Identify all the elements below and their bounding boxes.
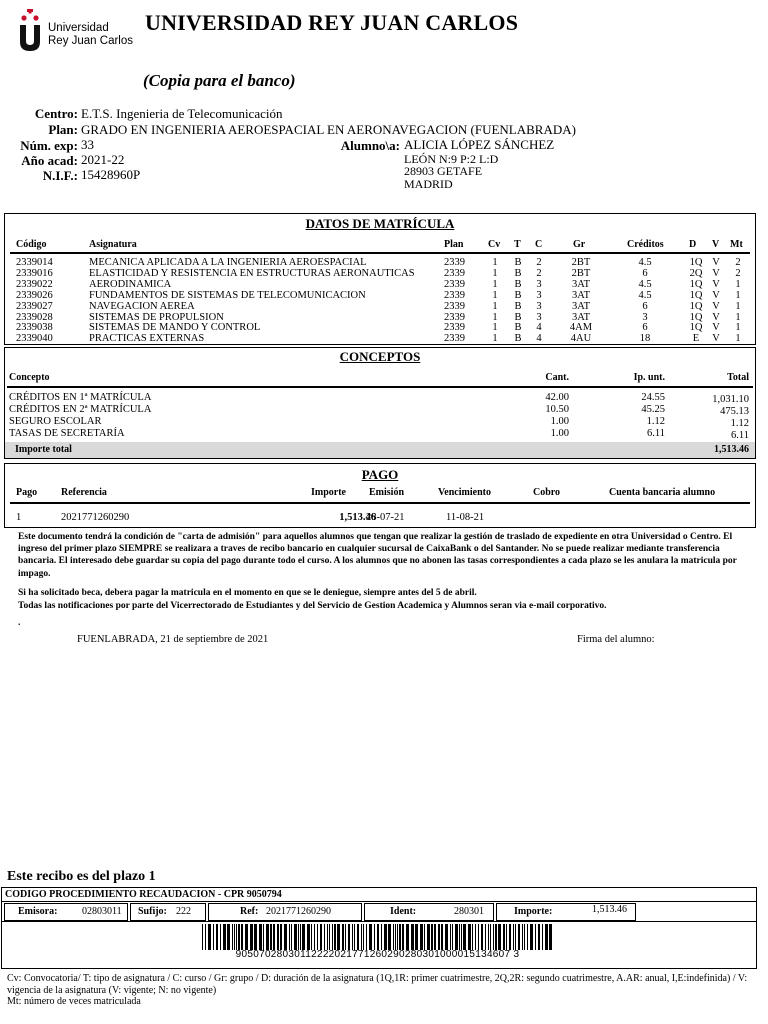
barcode-bar — [431, 924, 433, 950]
barcode-bar — [289, 924, 290, 950]
barcode-bar — [522, 924, 523, 950]
matricula-cell-mt: 2 — [735, 267, 741, 279]
concepto-cell-cant: 1.00 — [550, 416, 569, 427]
barcode-bar — [438, 924, 440, 950]
matricula-cell-mt: 1 — [735, 322, 741, 334]
barcode-bar — [314, 924, 315, 950]
matricula-cell-d: 1Q — [689, 257, 703, 268]
barcode-bar — [324, 924, 325, 950]
barcode-bar — [234, 924, 235, 950]
centro-value: E.T.S. Ingenieria de Telecomunicación — [81, 106, 283, 121]
ident-value: 280301 — [454, 906, 484, 917]
barcode-bar — [488, 924, 489, 950]
concepto-cell-total: 1.12 — [730, 418, 749, 429]
barcode-bar — [337, 924, 340, 950]
matricula-cell-v: V — [712, 278, 720, 290]
barcode-bar — [302, 924, 305, 950]
barcode-bar — [273, 924, 275, 950]
matricula-cell-t: B — [514, 333, 522, 345]
matricula-cell-creditos: 3 — [642, 311, 648, 323]
barcode-bar — [411, 924, 414, 950]
matricula-cell-plan: 2339 — [444, 267, 465, 279]
barcode-bar — [463, 924, 466, 950]
ident-label: Ident: — [390, 906, 417, 917]
matricula-cell-d: 1Q — [689, 289, 703, 301]
matricula-cell-creditos: 6 — [642, 322, 648, 334]
barcode-bar — [485, 924, 486, 950]
concepto-cell-cant: 42.00 — [545, 392, 569, 403]
matricula-cell-t: B — [514, 257, 522, 268]
matricula-header-rule — [10, 252, 750, 254]
matricula-cell-t: B — [514, 278, 522, 290]
matricula-cell-plan: 2339 — [444, 278, 465, 290]
barcode-bar — [357, 924, 359, 950]
matricula-cell-c: 3 — [536, 289, 542, 301]
col-v: V — [712, 239, 720, 250]
col-concepto: Concepto — [9, 372, 50, 383]
matricula-cell-gr: 4AU — [570, 333, 592, 345]
barcode-bar — [354, 924, 355, 950]
col-total: Total — [727, 372, 749, 383]
col-codigo: Código — [16, 239, 47, 250]
barcode-bar — [450, 924, 451, 950]
barcode-bar — [298, 924, 299, 950]
barcode-bar — [369, 924, 372, 950]
nif-label: N.I.F.: — [42, 168, 78, 183]
matricula-cell-plan: 2339 — [444, 289, 465, 301]
barcode-bar — [459, 924, 460, 950]
col-vencimiento: Vencimiento — [438, 487, 491, 498]
matricula-cell-codigo: 2339040 — [16, 333, 53, 345]
matricula-cell-mt: 1 — [735, 278, 741, 290]
barcode-bar — [498, 924, 501, 950]
matricula-cell-asignatura: FUNDAMENTOS DE SISTEMAS DE TELECOMUNICACION — [89, 289, 366, 301]
exp-value: 33 — [81, 137, 94, 152]
barcode-bar — [441, 924, 443, 950]
alumno-address-line3: MADRID — [404, 177, 453, 191]
concepto-cell-ip: 1.12 — [646, 416, 665, 427]
col-importe: Importe — [311, 487, 346, 498]
barcode-bar — [366, 924, 367, 950]
barcode-bar — [241, 924, 243, 950]
barcode-bar — [506, 924, 507, 950]
barcode-bar — [455, 924, 458, 950]
matricula-cell-plan: 2339 — [444, 257, 465, 268]
barcode-bar — [259, 924, 262, 950]
barcode-bar — [503, 924, 505, 950]
barcode-bar — [388, 924, 391, 950]
barcode-bar — [329, 924, 330, 950]
barcode-bar — [205, 924, 206, 950]
acad-value: 2021-22 — [81, 152, 125, 167]
matricula-cell-mt: 1 — [735, 289, 741, 301]
pago-number: 1 — [16, 512, 22, 523]
concepto-cell-concepto: CRÉDITOS EN 2ª MATRÍCULA — [9, 404, 152, 415]
university-logo-icon — [18, 9, 44, 51]
barcode-bar — [334, 924, 336, 950]
emisora-value: 02803011 — [82, 906, 122, 917]
copy-label: (Copia para el banco) — [143, 71, 296, 90]
col-cv: Cv — [488, 239, 501, 250]
matricula-cell-c: 3 — [536, 278, 542, 290]
barcode-bar — [291, 924, 292, 950]
matricula-cell-cv: 1 — [492, 311, 498, 323]
matricula-cell-gr: 4AM — [569, 322, 593, 334]
barcode-bar — [327, 924, 328, 950]
barcode-bar — [307, 924, 310, 950]
barcode-bar — [515, 924, 516, 950]
matricula-cell-gr: 2BT — [571, 267, 591, 279]
col-cuenta: Cuenta bancaria alumno — [609, 487, 716, 498]
matricula-cell-mt: 2 — [735, 257, 741, 268]
barcode-bar — [266, 924, 269, 950]
matricula-cell-d: E — [692, 333, 700, 345]
matricula-cell-cv: 1 — [492, 278, 498, 290]
barcode-bar — [542, 924, 543, 950]
note-notificaciones: Todas las notificaciones por parte del Vicerrectorado de Estudiantes y del Servicio de Gestion Academica y Alumnos seran via e-mail corporativo. — [18, 601, 607, 611]
matricula-cell-codigo: 2339016 — [16, 267, 53, 279]
matricula-cell-asignatura: SISTEMAS DE MANDO Y CONTROL — [89, 322, 261, 334]
col-c: C — [535, 239, 543, 250]
emisora-label: Emisora: — [18, 906, 58, 917]
matricula-cell-c: 4 — [536, 322, 542, 334]
barcode-bar — [213, 924, 214, 950]
barcode-bar — [374, 924, 375, 950]
matricula-cell-v: V — [712, 289, 720, 301]
alumno-address-line1: LEÓN N:9 P:2 L:D — [404, 152, 499, 166]
barcode-bar — [527, 924, 528, 950]
barcode-bar — [236, 924, 237, 950]
matricula-cell-codigo: 2339027 — [16, 300, 53, 312]
matricula-cell-cv: 1 — [492, 257, 498, 268]
matricula-cell-d: 1Q — [689, 322, 703, 334]
matricula-cell-v: V — [712, 257, 720, 268]
col-asignatura: Asignatura — [89, 239, 137, 250]
matricula-cell-v: V — [712, 311, 720, 323]
matricula-cell-cv: 1 — [492, 333, 498, 345]
barcode-bar — [481, 924, 483, 950]
concepto-cell-ip: 24.55 — [641, 392, 665, 403]
barcode-bar — [513, 924, 514, 950]
barcode-bar — [202, 924, 203, 950]
barcode-bar — [250, 924, 253, 950]
barcode-bar — [402, 924, 404, 950]
col-referencia: Referencia — [61, 487, 107, 498]
note-beca: Si ha solicitado beca, debera pagar la matricula en el momento en que se le deniegue, siempre antes del 5 de abril. — [18, 588, 477, 598]
concepto-cell-concepto: CRÉDITOS EN 1ª MATRÍCULA — [9, 392, 152, 403]
alumno-label: Alumno\a: — [340, 138, 400, 153]
matricula-title: DATOS DE MATRÍCULA — [305, 216, 455, 231]
barcode-bar — [468, 924, 471, 950]
matricula-cell-t: B — [514, 289, 522, 301]
matricula-cell-t: B — [514, 300, 522, 312]
barcode-bar — [490, 924, 491, 950]
pago-referencia: 2021771260290 — [61, 512, 130, 523]
barcode-bar — [270, 924, 272, 950]
cpr-code: CODIGO PROCEDIMIENTO RECAUDACION - CPR 9050794 — [5, 889, 282, 900]
barcode-bar — [227, 924, 230, 950]
matricula-cell-creditos: 4.5 — [638, 278, 652, 290]
matricula-cell-plan: 2339 — [444, 322, 465, 334]
col-pago: Pago — [16, 487, 38, 498]
barcode-bar — [311, 924, 312, 950]
barcode-text: 90507028030112222021771260290280301000015134607 3 — [235, 949, 520, 960]
matricula-cell-creditos: 6 — [642, 267, 648, 279]
matricula-cell-mt: 1 — [735, 333, 741, 345]
barcode-bar — [363, 924, 364, 950]
matricula-cell-cv: 1 — [492, 300, 498, 312]
matricula-cell-cv: 1 — [492, 267, 498, 279]
importe-total-row — [5, 442, 755, 458]
barcode-bar — [397, 924, 398, 950]
barcode-bar — [317, 924, 318, 950]
university-logo-text: Universidad Rey Juan Carlos — [48, 22, 134, 47]
barcode-bar — [535, 924, 536, 950]
col-creditos: Créditos — [627, 239, 664, 250]
matricula-cell-codigo: 2339014 — [16, 257, 53, 268]
importe-total-value: 1,513.46 — [714, 444, 749, 455]
matricula-cell-gr: 3AT — [571, 311, 591, 323]
matricula-cell-cv: 1 — [492, 289, 498, 301]
barcode-bar — [424, 924, 425, 950]
matricula-cell-c: 3 — [536, 300, 542, 312]
barcode-bar — [348, 924, 350, 950]
barcode-bar — [472, 924, 473, 950]
pago-title: PAGO — [361, 467, 399, 482]
centro-label: Centro: — [34, 106, 78, 121]
matricula-cell-mt: 1 — [735, 300, 741, 312]
col-emision: Emisión — [369, 487, 405, 498]
barcode-bar — [518, 924, 520, 950]
col-t: T — [514, 239, 521, 250]
barcode-bar — [549, 924, 552, 950]
barcode-bar — [352, 924, 353, 950]
matricula-cell-asignatura: NAVEGACION AEREA — [89, 300, 195, 312]
barcode-bar — [254, 924, 257, 950]
barcode-bar — [361, 924, 362, 950]
plan-value: GRADO EN INGENIERIA AEROESPACIAL EN AERONAVEGACION (FUENLABRADA) — [81, 122, 576, 137]
recibo-divider-top — [1, 901, 757, 902]
barcode-bar — [399, 924, 401, 950]
place-date: FUENLABRADA, 21 de septiembre de 2021 — [77, 634, 269, 645]
recibo-title: Este recibo es del plazo 1 — [7, 869, 156, 884]
document-title: UNIVERSIDAD REY JUAN CARLOS — [145, 10, 519, 35]
importe-value: 1,513.46 — [592, 904, 627, 915]
col-plan: Plan — [444, 239, 464, 250]
plan-label: Plan: — [48, 122, 78, 137]
matricula-cell-t: B — [514, 267, 522, 279]
pago-header-rule — [10, 502, 750, 504]
concepto-cell-ip: 6.11 — [647, 428, 665, 439]
matricula-cell-plan: 2339 — [444, 311, 465, 323]
barcode-bar — [381, 924, 382, 950]
barcode-graphic — [200, 924, 555, 950]
matricula-cell-asignatura: AERODINAMICA — [89, 278, 172, 290]
barcode-bar — [277, 924, 279, 950]
barcode-bar — [420, 924, 423, 950]
barcode-bar — [220, 924, 221, 950]
concepto-cell-total: 475.13 — [720, 406, 749, 417]
barcode-bar — [238, 924, 240, 950]
recibo-divider-bottom — [1, 921, 757, 922]
barcode-bar — [427, 924, 430, 950]
matricula-cell-t: B — [514, 322, 522, 334]
barcode-bar — [216, 924, 218, 950]
col-mt: Mt — [730, 239, 743, 250]
matricula-cell-d: 1Q — [689, 311, 703, 323]
barcode-bar — [545, 924, 548, 950]
concepto-cell-cant: 1.00 — [550, 428, 569, 439]
barcode-bar — [509, 924, 511, 950]
matricula-cell-asignatura: SISTEMAS DE PROPULSION — [89, 311, 224, 323]
barcode-bar — [406, 924, 409, 950]
sufijo-value: 222 — [176, 906, 191, 917]
barcode-bar — [345, 924, 346, 950]
acad-label: Año acad: — [21, 153, 78, 168]
abbreviation-legend-mt: Mt: número de veces matriculada — [7, 996, 141, 1007]
barcode-bar — [395, 924, 396, 950]
barcode-bar — [208, 924, 211, 950]
matricula-cell-gr: 3AT — [571, 278, 591, 290]
importe-total-label: Importe total — [15, 444, 72, 455]
matricula-cell-d: 2Q — [689, 267, 703, 279]
matricula-cell-c: 2 — [536, 257, 542, 268]
barcode-bar — [377, 924, 379, 950]
barcode-bar — [232, 924, 233, 950]
barcode-bar — [478, 924, 479, 950]
matricula-cell-d: 1Q — [689, 300, 703, 312]
barcode-bar — [493, 924, 494, 950]
matricula-cell-mt: 1 — [735, 311, 741, 323]
ref-value: 2021771260290 — [266, 906, 331, 917]
matricula-cell-codigo: 2339026 — [16, 289, 53, 301]
barcode-bar — [452, 924, 453, 950]
ref-label: Ref: — [240, 906, 259, 917]
barcode-bar — [280, 924, 282, 950]
matricula-cell-v: V — [712, 267, 720, 279]
concepto-cell-ip: 45.25 — [641, 404, 665, 415]
matricula-cell-v: V — [712, 300, 720, 312]
matricula-cell-codigo: 2339028 — [16, 311, 53, 323]
col-gr: Gr — [573, 239, 586, 250]
matricula-cell-asignatura: PRACTICAS EXTERNAS — [89, 333, 205, 345]
barcode-bar — [294, 924, 297, 950]
sufijo-label: Sufijo: — [138, 906, 167, 917]
concepto-cell-concepto: SEGURO ESCOLAR — [9, 416, 102, 427]
matricula-cell-cv: 1 — [492, 322, 498, 334]
matricula-cell-t: B — [514, 311, 522, 323]
alumno-name: ALICIA LÓPEZ SÁNCHEZ — [404, 137, 555, 152]
matricula-cell-creditos: 18 — [639, 333, 651, 345]
pago-importe: 1,513.46 — [339, 512, 376, 523]
matricula-cell-v: V — [712, 333, 720, 345]
matricula-cell-plan: 2339 — [444, 333, 465, 345]
barcode-bar — [461, 924, 462, 950]
barcode-bar — [332, 924, 333, 950]
abbreviation-legend: Cv: Convocatoria/ T: tipo de asignatura / C: curso / Gr: grupo / D: duración de la asignatura (1Q,1R: primer cuatrimestre, 2Q,2R: segundo cuatrimestre, A.AR: anual, I,E:indefinida) / V: vigencia de la asignatura (V: vigente; N: no vigente) — [7, 973, 748, 996]
barcode-bar — [495, 924, 497, 950]
col-ip-unt: Ip. unt. — [633, 372, 665, 383]
matricula-cell-codigo: 2339038 — [16, 322, 53, 334]
matricula-cell-c: 2 — [536, 267, 542, 279]
conceptos-header-rule — [7, 386, 753, 388]
matricula-cell-codigo: 2339022 — [16, 278, 53, 290]
col-cobro: Cobro — [533, 487, 561, 498]
matricula-cell-gr: 3AT — [571, 300, 591, 312]
barcode-bar — [245, 924, 248, 950]
pago-emision: 28-07-21 — [366, 512, 405, 523]
barcode-bar — [530, 924, 533, 950]
barcode-bar — [445, 924, 448, 950]
barcode-bar — [384, 924, 387, 950]
nif-value: 15428960P — [81, 167, 141, 182]
concepto-cell-total: 6.11 — [731, 430, 749, 441]
barcode-bar — [524, 924, 525, 950]
barcode-bar — [342, 924, 344, 950]
matricula-cell-creditos: 4.5 — [638, 289, 652, 301]
matricula-cell-v: V — [712, 322, 720, 334]
firma-label: Firma del alumno: — [577, 634, 655, 645]
barcode-bar — [393, 924, 394, 950]
concepto-cell-cant: 10.50 — [545, 404, 569, 415]
matricula-cell-gr: 3AT — [571, 289, 591, 301]
barcode-bar — [538, 924, 540, 950]
col-cant: Cant. — [545, 372, 569, 383]
barcode-bar — [475, 924, 476, 950]
note-dot: . — [18, 618, 21, 628]
importe-label: Importe: — [514, 906, 553, 917]
alumno-address-line2: 28903 GETAFE — [404, 164, 483, 178]
concepto-cell-total: 1,031.10 — [712, 394, 749, 405]
barcode-bar — [263, 924, 264, 950]
barcode-bar — [300, 924, 301, 950]
matricula-cell-gr: 2BT — [571, 257, 591, 268]
matricula-cell-creditos: 6 — [642, 300, 648, 312]
matricula-cell-creditos: 4.5 — [638, 257, 652, 268]
matricula-cell-c: 3 — [536, 311, 542, 323]
exp-label: Núm. exp: — [20, 138, 78, 153]
note-carta-admision: Este documento tendrá la condición de "carta de admisión" para aquellos alumnos que tengan que realizar la gestión de traslado de expediente en otra Universidad o Centro. El ingreso del primer plazo SIEMPRE se realizara a traves de recibo bancario en cualquier sucursal de CaixaBank o del Santander. No se puede realizar mediante transferencia bancaria. El interesado debe guardar su copia del pago durante todo el curso. A los alumnos que no abonen las tasas correspondientes a cada plazo se les anulara la matricula por impago. — [18, 532, 737, 579]
col-d: D — [689, 239, 697, 250]
concepto-cell-concepto: TASAS DE SECRETARÍA — [9, 428, 125, 439]
matricula-cell-plan: 2339 — [444, 300, 465, 312]
matricula-cell-d: 1Q — [689, 278, 703, 290]
barcode-bar — [223, 924, 226, 950]
barcode-bar — [434, 924, 436, 950]
barcode-bar — [284, 924, 287, 950]
barcode-bar — [320, 924, 322, 950]
matricula-cell-c: 4 — [536, 333, 542, 345]
pago-vencimiento: 11-08-21 — [446, 512, 485, 523]
matricula-cell-asignatura: MECANICA APLICADA A LA INGENIERIA AEROESPACIAL — [89, 257, 367, 268]
conceptos-title: CONCEPTOS — [339, 349, 421, 364]
barcode-bar — [415, 924, 418, 950]
matricula-cell-asignatura: ELASTICIDAD Y RESISTENCIA EN ESTRUCTURAS AERONAUTICAS — [89, 267, 415, 279]
